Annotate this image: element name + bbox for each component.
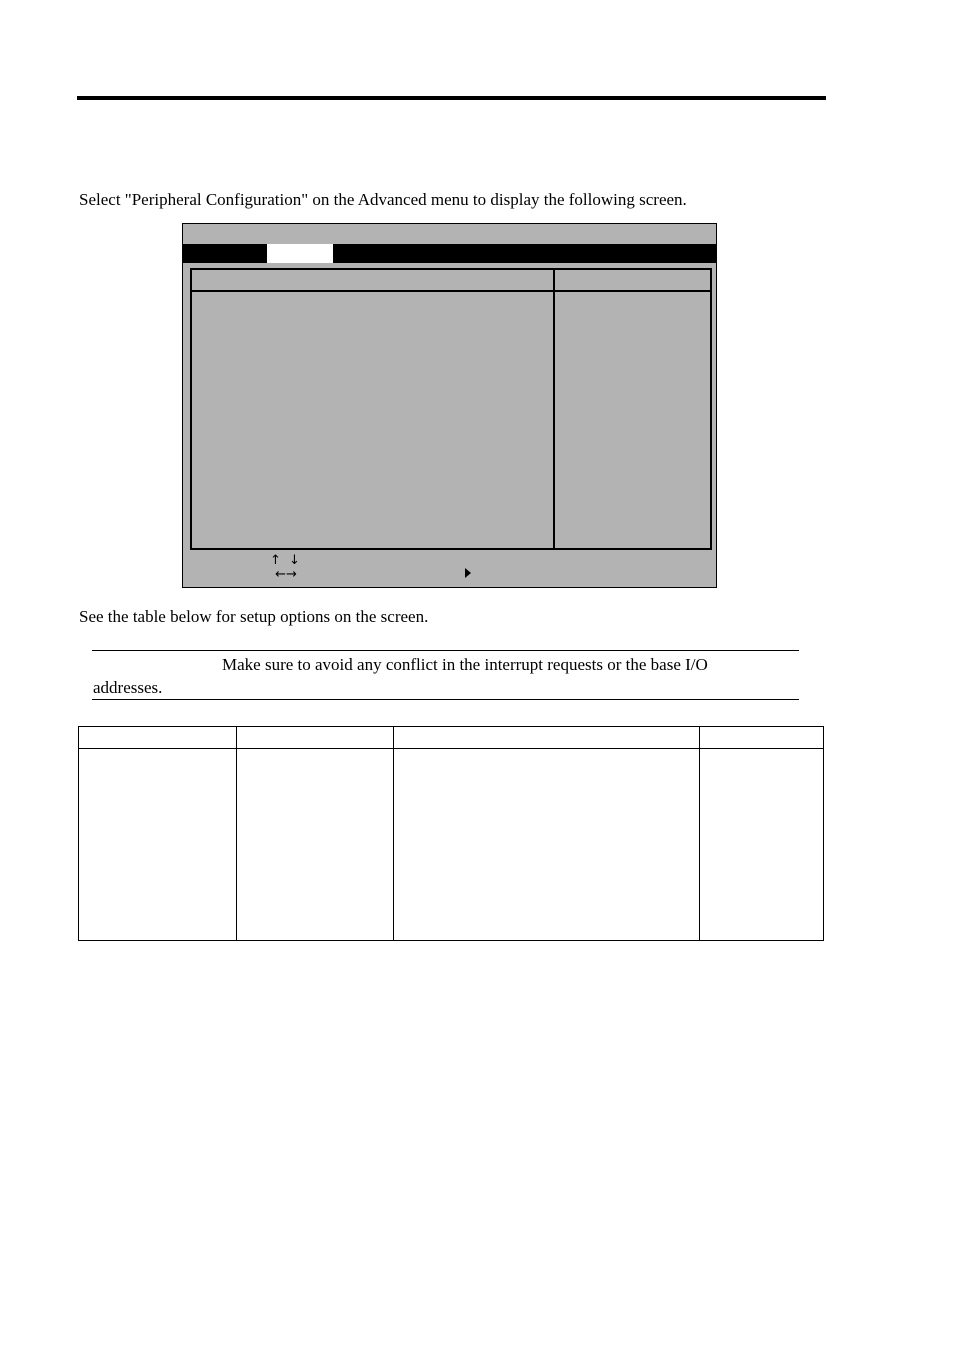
table-row [79, 749, 824, 941]
setup-options-table [78, 726, 824, 941]
table-cell [394, 749, 700, 941]
intro-text: Select "Peripheral Configuration" on the Advanced menu to display the following screen. [79, 190, 687, 209]
table-cell [79, 749, 237, 941]
top-rule [77, 96, 826, 100]
bios-settings-panel [190, 268, 712, 550]
table-header-cell [79, 727, 237, 749]
bios-help-divider [553, 270, 555, 548]
table-header-cell [237, 727, 394, 749]
table-header-cell [394, 727, 700, 749]
important-note-line-2: addresses. [93, 678, 163, 697]
table-header-cell [700, 727, 824, 749]
table-cell [237, 749, 394, 941]
important-note-line-1: Make sure to avoid any conflict in the interrupt requests or the base I/O [222, 655, 708, 674]
note-top-rule [92, 650, 799, 651]
table-header-row [79, 727, 824, 749]
bios-tab-advanced[interactable] [267, 244, 333, 263]
after-screen-text: See the table below for setup options on the screen. [79, 607, 429, 626]
bios-panel-header-rule [192, 290, 710, 292]
left-right-arrow-icon: ←→ [275, 567, 297, 582]
table-cell [700, 749, 824, 941]
bios-setup-screen [182, 223, 717, 588]
bios-key-legend [270, 554, 302, 582]
up-down-arrow-icon: ↑ ↓ [270, 553, 302, 568]
note-bottom-rule [92, 699, 799, 700]
submenu-triangle-icon [465, 568, 471, 578]
bios-menu-bar [183, 244, 716, 263]
